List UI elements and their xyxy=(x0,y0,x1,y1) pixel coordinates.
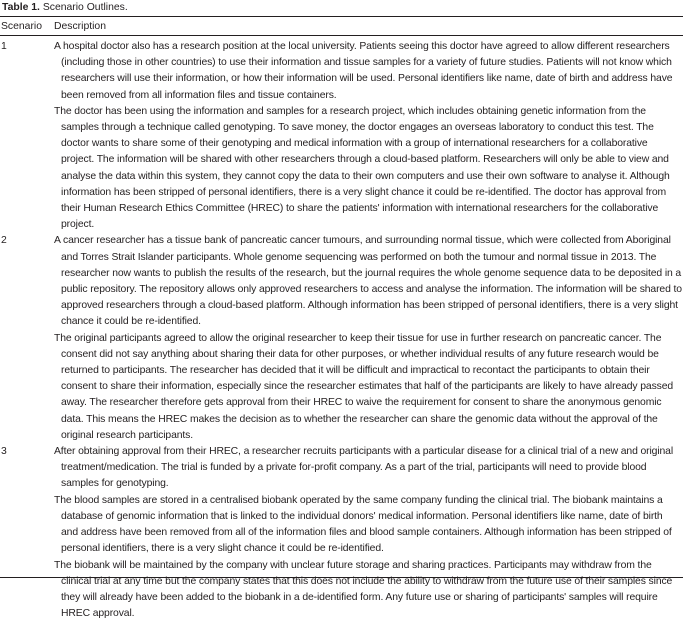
scenario-number: 1 xyxy=(1,39,7,55)
scenario-number: 3 xyxy=(1,444,7,460)
scenario-description xyxy=(54,444,682,622)
description-paragraph: The blood samples are stored in a centralised biobank operated by the same company funding the clinical trial. The biobank maintains a database of genomic information that is linked to the individual donors' medical information. Personal identifiers like name, date of birth and address have been removed from all of the information files and blood sample containers. Although information has been stripped of personal identifiers, there is a very slight chance it could be re-identified. xyxy=(54,493,682,558)
table-label: Table 1. xyxy=(2,2,40,13)
description-paragraph: A cancer researcher has a tissue bank of pancreatic cancer tumours, and surrounding normal tissue, which were collected from Aboriginal and Torres Strait Islander participants. Whole genome sequencing was performed on both the tumour and normal tissue in 2013. The researcher now wants to publish the results of the research, but the journal requires the whole genome sequence data to be deposited in a public repository. The repository allows only approved researchers to access and analyse the information. The information will be shared to approved researchers through a cloud-based platform. Although information has been stripped of personal identifiers, there is a very slight chance it could be re-identified. xyxy=(54,233,682,330)
table-body xyxy=(0,39,683,622)
table-title: Scenario Outlines. xyxy=(43,2,128,13)
scenario-number: 2 xyxy=(1,233,7,249)
header-rule xyxy=(0,35,683,36)
table-row xyxy=(0,233,683,444)
bottom-rule xyxy=(0,577,683,578)
scenario-description xyxy=(54,39,682,233)
table-row xyxy=(0,39,683,233)
description-paragraph: The doctor has been using the information and samples for a research project, which includes obtaining genetic information from the samples through a technique called genotyping. To save money, the doctor engages an overseas laboratory to conduct this test. The doctor wants to share some of their genotyping and medical information with a group of international researchers for a collaborative project. The information will be shared with other researchers through a cloud-based platform. Researchers will only be able to view and analyse the data within this system, they cannot copy the data to their own computers and use their own software to analyse it. Although information has been stripped of personal identifiers, there is a very slight chance it could be re-identified. The doctor has approval from their Human Research Ethics Committee (HREC) to share the patients' information with international researchers for the collaborative project. xyxy=(54,104,682,234)
description-paragraph: A hospital doctor also has a research position at the local university. Patients seeing this doctor have agreed to allow different researchers (including those in other countries) to use their information and tissue samples for a variety of future studies. Patients will not know which researchers will use their information, or how their information will be used. Personal identifiers like name, date of birth and address have been removed from all information files and tissue containers. xyxy=(54,39,682,104)
table-row xyxy=(0,444,683,622)
top-rule xyxy=(0,16,683,17)
table-caption xyxy=(2,1,128,14)
description-paragraph: The original participants agreed to allow the original researcher to keep their tissue for use in further research on pancreatic cancer. The consent did not say anything about sharing their data for other purposes, or whether individual results of any future research would be returned to participants. The researcher has decided that it will be difficult and impractical to recontact the participants to obtain their consent to share their information, especially since the researcher estimates that half of the participants are likely to have already passed away. The researcher therefore gets approval from their HREC to waive the requirement for consent to share the anonymous genomic data. This means the HREC makes the decision as to whether the researcher can share the genomic data without the approval of the original research participants. xyxy=(54,331,682,444)
column-header-scenario: Scenario xyxy=(1,20,42,33)
scenario-description xyxy=(54,233,682,444)
description-paragraph: After obtaining approval from their HREC, a researcher recruits participants with a particular disease for a clinical trial of a new and original treatment/medication. The trial is funded by a private for-profit company. As a part of the trial, participants will need to provide blood samples for genotyping. xyxy=(54,444,682,493)
description-paragraph: The biobank will be maintained by the company with unclear future storage and sharing practices. Participants may withdraw from the clinical trial at any time but the company states that this does not include the ability to withdraw from the future use of their samples since they will already have been added to the biobank in a de-identified form. Any future use or sharing of participants' samples will require HREC approval. xyxy=(54,558,682,622)
column-header-description: Description xyxy=(54,20,106,33)
